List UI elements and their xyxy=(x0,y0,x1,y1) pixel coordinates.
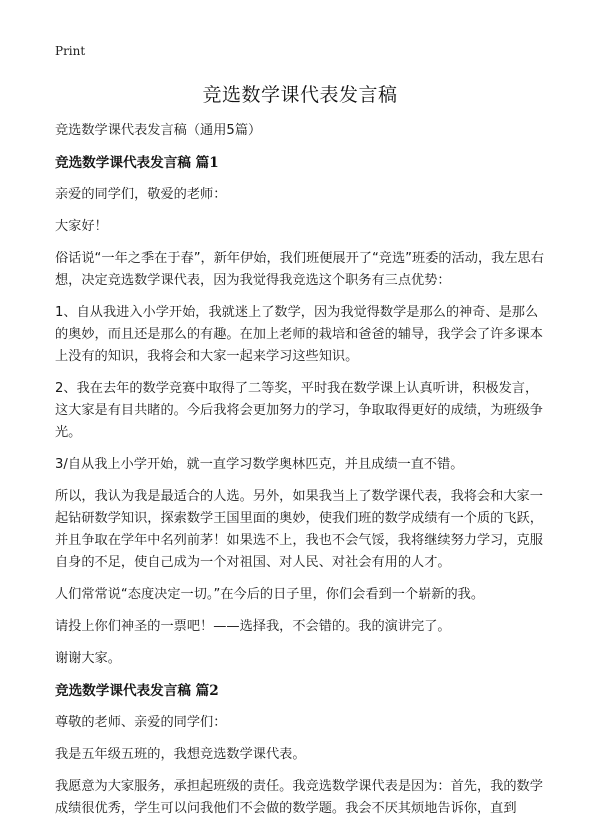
paragraph: 尊敬的老师、亲爱的同学们： xyxy=(55,715,227,730)
section-heading-text: 竞选数学课代表发言稿 xyxy=(55,683,196,699)
paragraph: 我愿意为大家服务，承担起班级的责任。我竞选数学课代表是因为：首先，我的数学成绩很优秀，学生可以问我他们不会做的数学题。我会不厌其烦地告诉你，直到 xyxy=(55,779,543,816)
document-body xyxy=(55,120,548,830)
section-heading-number: 篇1 xyxy=(195,155,219,171)
print-link[interactable]: Print xyxy=(55,44,86,58)
paragraph: 所以，我认为我是最适合的人选。另外，如果我当上了数学课代表，我将会和大家一起钻研数学知识，探索数学王国里面的奥妙，使我们班的数学成绩有一个质的飞跃，并且争取在学年中名列前茅！如果选不上，我也不会气馁，我将继续努力学习，克服自身的不足，使自己成为一个对祖国、对人民、对社会有用的人才。 xyxy=(55,489,543,570)
page-title: 竞选数学课代表发言稿 xyxy=(202,84,398,106)
section-heading-number: 篇2 xyxy=(195,683,219,699)
section-2 xyxy=(55,680,548,820)
paragraph: 人们常常说“态度决定一切。”在今后的日子里，你们会看到一个崭新的我。 xyxy=(55,587,485,602)
paragraph: 请投上你们神圣的一票吧！——选择我，不会错的。我的演讲完了。 xyxy=(55,619,451,634)
paragraph: 亲爱的同学们，敬爱的老师： xyxy=(55,187,227,202)
section-heading xyxy=(55,152,548,174)
paragraph: 3/自从我上小学开始，就一直学习数学奥林匹克，并且成绩一直不错。 xyxy=(55,457,464,472)
paragraph: 大家好！ xyxy=(55,219,108,234)
paragraph: 1、自从我进入小学开始，我就迷上了数学，因为我觉得数学是那么的神奇、是那么的奥妙，而且还是那么的有趣。在加上老师的栽培和爸爸的辅导，我学会了许多课本上没有的知识，我将会和大家一起来学习这些知识。 xyxy=(55,305,543,364)
paragraph: 俗话说“一年之季在于春”，新年伊始，我们班便展开了“竞选”班委的活动，我左思右想，决定竞选数学课代表，因为我觉得我竞选这个职务有三点优势： xyxy=(55,251,544,288)
paragraph: 谢谢大家。 xyxy=(55,651,121,666)
section-1 xyxy=(55,152,548,670)
paragraph: 我是五年级五班的，我想竞选数学课代表。 xyxy=(55,747,306,762)
section-heading xyxy=(55,680,548,702)
paragraph: 2、我在去年的数学竞赛中取得了二等奖，平时我在数学课上认真听讲，积极发言，这大家是有目共睹的。今后我将会更加努力的学习，争取取得更好的成绩，为班级争光。 xyxy=(55,381,543,440)
document-subtitle: 竞选数学课代表发言稿（通用5篇） xyxy=(55,123,262,138)
section-heading-text: 竞选数学课代表发言稿 xyxy=(55,155,196,171)
